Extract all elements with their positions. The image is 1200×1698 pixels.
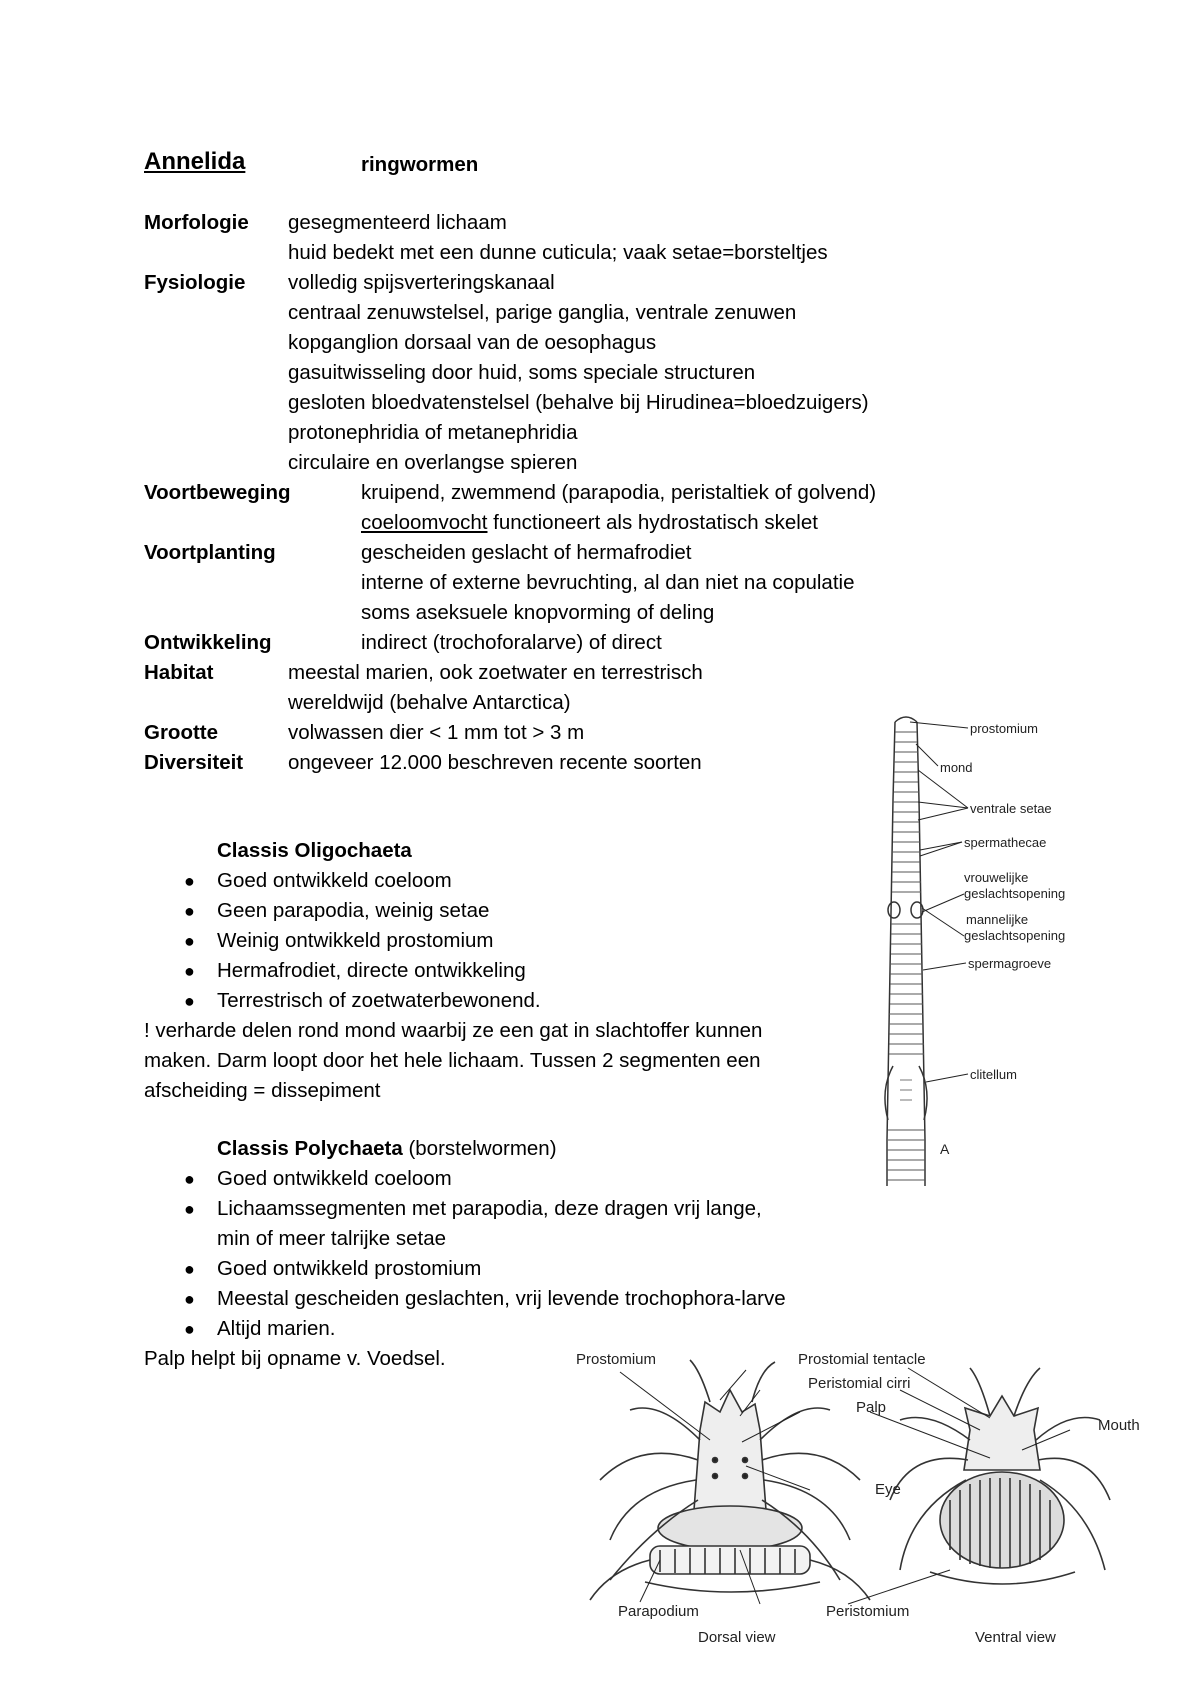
list-item: Meestal gescheiden geslachten, vrij levende trochophora-larve [217,1287,786,1310]
text-line: protonephridia of metanephridia [288,421,578,444]
bullet-dot: ● [184,961,195,981]
worm-label: geslachtsopening [964,886,1066,901]
worm-label: mannelijke [966,912,1029,927]
text-line: volledig spijsverteringskanaal [288,271,555,294]
label-morfologie: Morfologie [144,211,249,234]
text-line: huid bedekt met een dunne cuticula; vaak setae=borsteltjes [288,241,828,264]
list-item: Lichaamssegmenten met parapodia, deze dragen vrij lange, [217,1197,762,1220]
polychaete-label: Peristomium [826,1603,910,1620]
list-item: Goed ontwikkeld coeloom [217,1167,452,1190]
list-item-continuation: min of meer talrijke setae [217,1227,447,1250]
text-line: soms aseksuele knopvorming of deling [361,601,715,624]
text-line: interne of externe bevruchting, al dan niet na copulatie [361,571,855,594]
list-item: Altijd marien. [217,1317,336,1340]
text-line: volwassen dier < 1 mm tot > 3 m [288,721,585,744]
bullet-dot: ● [184,1199,195,1219]
note-line: maken. Darm loopt door het hele lichaam. Tussen 2 segmenten een [144,1049,761,1072]
underlined-term: coeloomvocht [361,511,488,534]
polychaete-caption: Dorsal view [698,1629,776,1646]
text-line: centraal zenuwstelsel, parige ganglia, ventrale zenuwen [288,301,797,324]
text-line: indirect (trochoforalarve) of direct [361,631,662,654]
text-line: wereldwijd (behalve Antarctica) [288,691,571,714]
list-item: Hermafrodiet, directe ontwikkeling [217,959,526,982]
text-line: gesegmenteerd lichaam [288,211,507,234]
polychaete-label: Peristomial cirri [808,1375,911,1392]
earthworm-diagram [850,710,1110,1190]
heading-polychaeta [217,1137,557,1161]
label-voortplanting: Voortplanting [144,541,276,564]
label-diversiteit: Diversiteit [144,751,244,774]
bullet-dot: ● [184,901,195,921]
note-line: afscheiding = dissepiment [144,1079,381,1102]
bullet-dot: ● [184,1169,195,1189]
worm-label: spermagroeve [968,956,1052,971]
bullet-dot: ● [184,991,195,1011]
polychaete-label: Mouth [1098,1417,1140,1434]
dorsal-view-drawing [590,1360,870,1600]
label-voortbeweging: Voortbeweging [144,481,291,504]
note-line: ! verharde delen rond mond waarbij ze een gat in slachtoffer kunnen [144,1019,763,1042]
worm-body [885,717,927,1186]
heading-suffix: (borstelwormen) [402,1137,557,1160]
list-item: Geen parapodia, weinig setae [217,899,490,922]
polychaete-label: Palp [856,1399,887,1416]
bullet-dot: ● [184,871,195,891]
worm-label: mond [940,760,973,775]
text-line: gescheiden geslacht of hermafrodiet [361,541,692,564]
bullet-dot: ● [184,1289,195,1309]
text-line: gesloten bloedvatenstelsel (behalve bij Hirudinea=bloedzuigers) [288,391,869,414]
clitellum-markings [900,1080,912,1100]
text-line: ongeveer 12.000 beschreven recente soorten [288,751,702,774]
worm-label: spermathecae [964,835,1047,850]
bullet-dot: ● [184,931,195,951]
text-line [361,511,818,535]
page-subtitle: ringwormen [361,153,479,176]
text-line: kopganglion dorsaal van de oesophagus [288,331,657,354]
text-line: gasuitwisseling door huid, soms speciale structuren [288,361,756,384]
worm-label: prostomium [970,721,1038,736]
text-fragment: functioneert als hydrostatisch skelet [487,511,818,534]
worm-label: ventrale setae [970,801,1052,816]
bullet-dot: ● [184,1319,195,1339]
worm-label: vrouwelijke [964,870,1029,885]
heading-text: Classis Polychaeta [217,1137,403,1160]
list-item: Goed ontwikkeld coeloom [217,869,452,892]
polychaete-label: Eye [875,1481,901,1498]
bullet-dot: ● [184,1259,195,1279]
polychaete-label: Prostomium [576,1351,657,1368]
page-title: Annelida [144,148,246,175]
polychaete-label: Prostomial tentacle [798,1351,926,1368]
label-fysiologie: Fysiologie [144,271,246,294]
heading-oligochaeta: Classis Oligochaeta [217,839,412,862]
polychaete-label: Parapodium [618,1603,699,1620]
label-ontwikkeling: Ontwikkeling [144,631,272,654]
polychaete-diagram [570,1350,1150,1668]
label-grootte: Grootte [144,721,219,744]
worm-letter: A [940,1141,950,1157]
worm-label: clitellum [970,1067,1017,1082]
worm-label: geslachtsopening [964,928,1066,943]
list-item: Terrestrisch of zoetwaterbewonend. [217,989,541,1012]
note-line: Palp helpt bij opname v. Voedsel. [144,1347,446,1370]
text-line: circulaire en overlangse spieren [288,451,578,474]
list-item: Weinig ontwikkeld prostomium [217,929,494,952]
ventral-view-drawing [890,1368,1110,1584]
text-line: kruipend, zwemmend (parapodia, peristaltiek of golvend) [361,481,877,504]
label-habitat: Habitat [144,661,214,684]
list-item: Goed ontwikkeld prostomium [217,1257,482,1280]
text-line: meestal marien, ook zoetwater en terrestrisch [288,661,703,684]
polychaete-caption: Ventral view [975,1629,1056,1646]
